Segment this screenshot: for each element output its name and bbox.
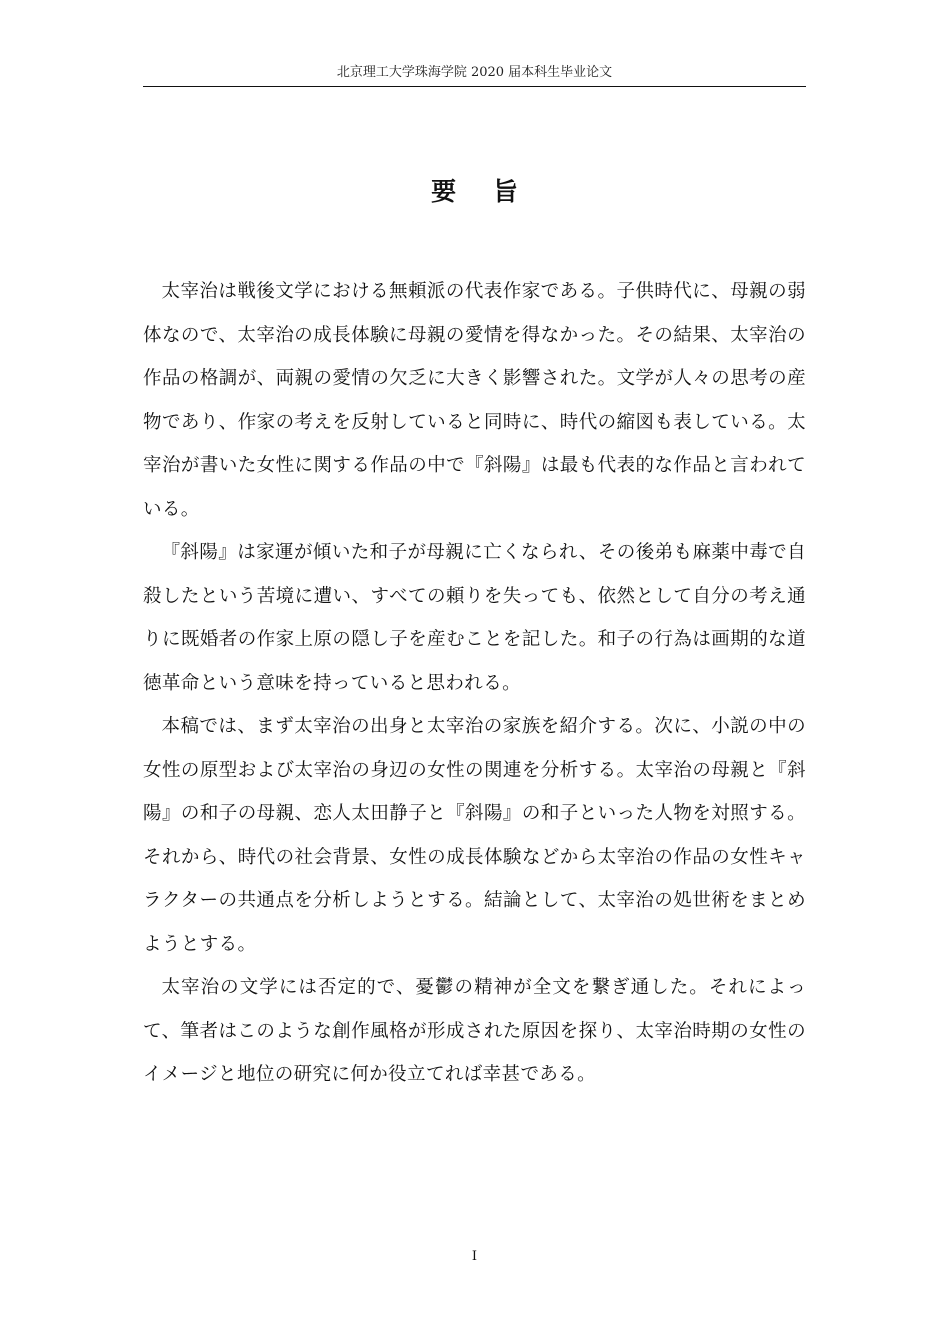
page-header: [143, 64, 806, 87]
abstract-paragraph-2: 『斜陽』は家運が傾いた和子が母親に亡くなられ、その後弟も麻薬中毒で自殺したという苦境に遭い、すべての頼りを失っても、依然として自分の考え通りに既婚者の作家上原の隠し子を産むことを記した。和子の行為は画期的な道徳革命という意味を持っていると思われる。: [143, 542, 806, 694]
abstract-paragraph-1: 太宰治は戦後文学における無頼派の代表作家である。子供時代に、母親の弱体なので、太宰治の成長体験に母親の愛情を得なかった。その結果、太宰治の作品の格調が、両親の愛情の欠乏に大きく影響された。文学が人々の思考の産物であり、作家の考えを反射していると同時に、時代の縮図も表している。太宰治が書いた女性に関する作品の中で『斜陽』は最も代表的な作品と言われている。: [143, 281, 806, 520]
abstract-title: 要 旨: [431, 177, 532, 206]
page-number: I: [471, 1249, 478, 1264]
header-text: 北京理工大学珠海学院 2020 届本科生毕业论文: [336, 65, 613, 80]
abstract-paragraph-3: 本稿では、まず太宰治の出身と太宰治の家族を紹介する。次に、小説の中の女性の原型および太宰治の身辺の女性の関連を分析する。太宰治の母親と『斜陽』の和子の母親、恋人太田静子と『斜陽』の和子といった人物を対照する。それから、時代の社会背景、女性の成長体験などから太宰治の作品の女性キャラクターの共通点を分析しようとする。結論として、太宰治の処世術をまとめようとする。: [143, 716, 806, 955]
abstract-body: [143, 270, 806, 1097]
abstract-paragraph-4: 太宰治の文学には否定的で、憂鬱の精神が全文を繋ぎ通した。それによって、筆者はこのような創作風格が形成された原因を探り、太宰治時期の女性のイメージと地位の研究に何か役立てれば幸甚である。: [143, 977, 806, 1085]
